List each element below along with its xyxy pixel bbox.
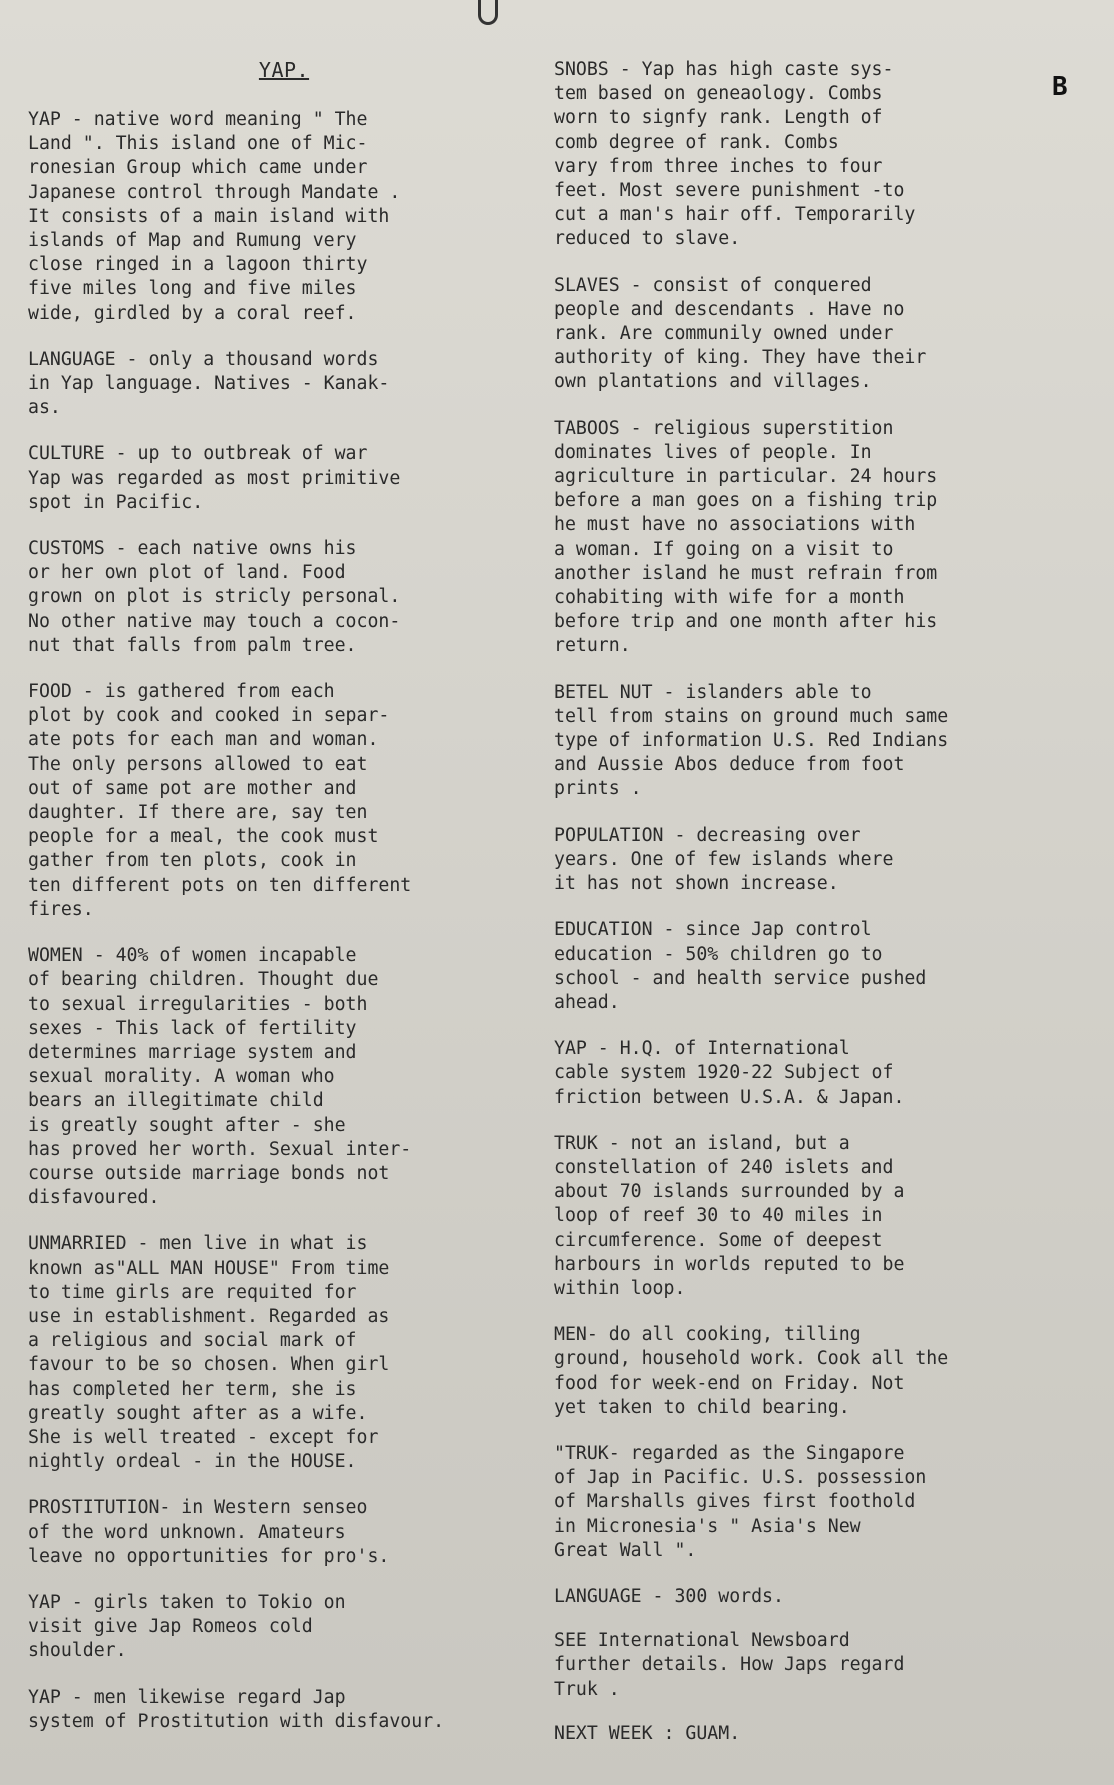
paragraph-customs: CUSTOMS - each native owns his or her own plot of land. Food grown on plot is stricly personal. No other native may touch a cocon- nut that falls from palm tree. xyxy=(28,538,401,656)
paragraph-truk: TRUK - not an island, but a constellation of 240 islets and about 70 islands surrounded by a loop of reef 30 to 40 miles in circumference. Some of deepest harbours in worlds reputed to be within loop. xyxy=(554,1132,905,1299)
paragraph-yap-men: YAP - men likewise regard Jap system of Prostitution with disfavour. xyxy=(28,1686,445,1732)
right-column xyxy=(554,58,1089,1768)
left-column xyxy=(28,58,540,1756)
paragraph-intro: YAP - native word meaning " The Land ". This island one of Mic- ronesian Group which came under Japanese control through Mandate . It consists of a main island with islands of Map and Rumung very close ringed in a lagoon thirty five miles long and five miles wide, girdled by a coral reef. xyxy=(28,109,401,324)
paragraph-yap-hq: YAP - H.Q. of International cable system 1920-22 Subject of friction between U.S.A. & Japan. xyxy=(554,1038,905,1108)
page-mark xyxy=(478,0,498,25)
paragraph-truk-singapore: "TRUK- regarded as the Singapore of Jap in Pacific. U.S. possession of Marshalls gives first foothold in Micronesia's " Asia's New Great Wall ". xyxy=(554,1442,927,1561)
paragraph-prostitution: PROSTITUTION- in Western senseo of the word unknown. Amateurs leave no opportunities for pro's. xyxy=(28,1497,390,1567)
page-title: YAP. xyxy=(258,58,310,82)
paragraph-unmarried: UNMARRIED - men live in what is known as"ALL MAN HOUSE" From time to time girls are requited for use in establishment. Regarded as a religious and social mark of favour to be so chosen. When girl has completed her term, she is greatly sought after as a wife. She is well treated - except for nightly ordeal - in the HOUSE. xyxy=(28,1233,390,1473)
paragraph-population: POPULATION - decreasing over years. One of few islands where it has not shown increase. xyxy=(554,824,894,895)
paragraph-language: LANGUAGE - only a thousand words in Yap language. Natives - Kanak- as. xyxy=(28,348,390,419)
paragraph-yap-girls: YAP - girls taken to Tokio on visit give Jap Romeos cold shoulder. xyxy=(28,1591,346,1662)
paragraph-women: WOMEN - 40% of women incapable of bearing children. Thought due to sexual irregularities - both sexes - This lack of fertility determines marriage system and sexual morality. A woman who bears an illegitimate child is greatly sought after - she has proved her worth. Sexual inter- course outside marriage bonds not disfavoured. xyxy=(28,945,412,1209)
paragraph-culture: CULTURE - up to outbreak of war Yap was regarded as most primitive spot in Pacific. xyxy=(28,443,401,513)
paragraph-education: EDUCATION - since Jap control education - 50% children go to school - and health service pushed ahead. xyxy=(554,919,927,1013)
paragraph-language-truk: LANGUAGE - 300 words. xyxy=(554,1585,784,1607)
paragraph-see: SEE International Newsboard further details. How Japs regard Truk . xyxy=(554,1630,905,1700)
paragraph-slaves: SLAVES - consist of conquered people and descendants . Have no rank. Are communily owned under authority of king. They have their own plantations and villages. xyxy=(554,274,927,393)
paragraph-next-week: NEXT WEEK : GUAM. xyxy=(554,1722,741,1744)
paragraph-snobs: SNOBS - Yap has high caste sys- tem based on geneaology. Combs worn to signfy rank. Length of comb degree of rank. Combs vary from three inches to four feet. Most severe punishment -to cut a man's hair off. Temporarily reduced to slave. xyxy=(554,59,916,250)
paragraph-food: FOOD - is gathered from each plot by cook and cooked in separ- ate pots for each man and woman. The only persons allowed to eat out of same pot are mother and daughter. If there are, say ten people for a meal, the cook must gather from ten plots, cook in ten different pots on ten different fires. xyxy=(28,681,412,920)
paragraph-betel-nut: BETEL NUT - islanders able to tell from stains on ground much same type of information U.S. Red Indians and Aussie Abos deduce from foot prints . xyxy=(554,681,949,800)
paragraph-men: MEN- do all cooking, tilling ground, household work. Cook all the food for week-end on Friday. Not yet taken to child bearing. xyxy=(554,1324,949,1418)
paragraph-taboos: TABOOS - religious superstition dominates lives of people. In agriculture in particular. 24 hours before a man goes on a fishing trip he must have no associations with a woman. If going on a visit to another island he must refrain from cohabiting with wife for a month before trip and one month after his return. xyxy=(554,417,938,657)
margin-mark: B xyxy=(1052,72,1068,102)
